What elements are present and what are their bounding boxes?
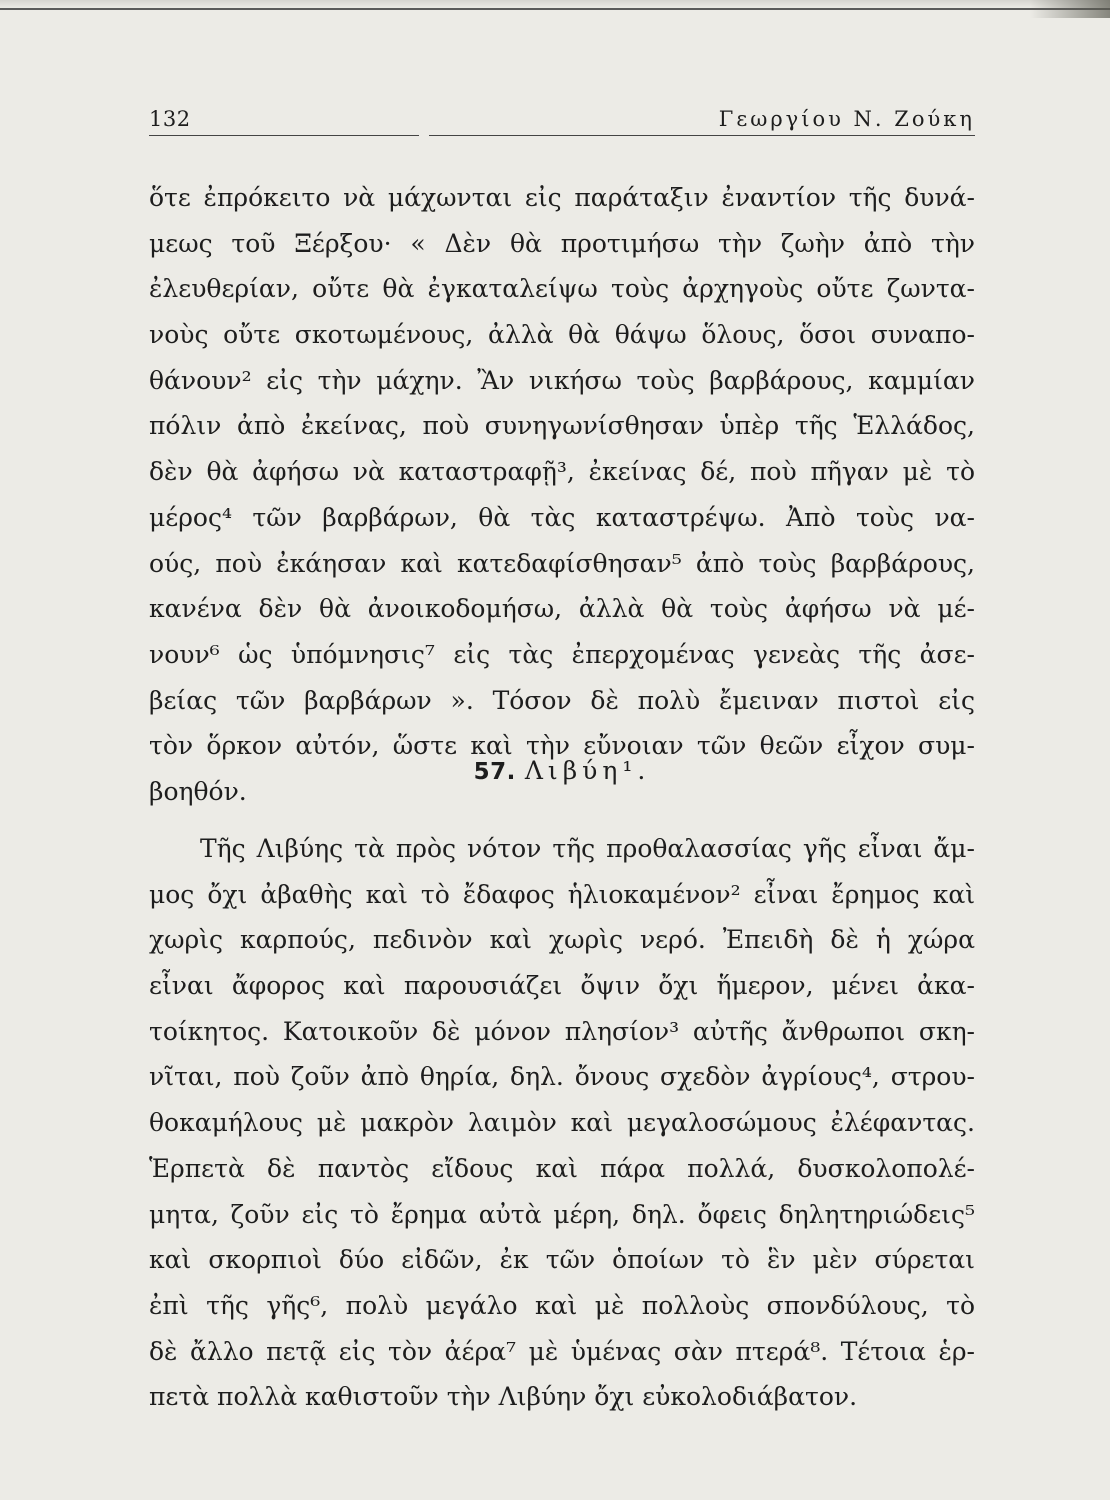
section-heading [149,746,975,797]
text-line: μητα, ζοῦν εἰς τὸ ἔρημα αὐτὰ μέρη, δηλ. ὄφεις δηλητηριώδεις⁵ [149,1199,975,1229]
text-line: χωρὶς καρπούς, πεδινὸν καὶ χωρὶς νερό. Ἐπειδὴ δὲ ἡ χώρα [149,925,975,955]
text-line: τοίκητος. Κατοικοῦν δὲ μόνον πλησίον³ αὐτῆς ἄνθρωποι σκη- [149,1016,975,1046]
text-line: τὸν ὅρκον αὐτόν, ὥστε καὶ τὴν εὔνοιαν τῶν θεῶν εἶχον συμ- [149,731,975,761]
text-line: μος ὄχι ἀβαθὴς καὶ τὸ ἔδαφος ἡλιοκαμένον² εἶναι ἔρημος καὶ [149,879,975,909]
text-line: Τῆς Λιβύης τὰ πρὸς νότον τῆς προθαλασσίας γῆς εἶναι ἄμ- [200,834,975,863]
text-line: ούς, ποὺ ἐκάησαν καὶ κατεδαφίσθησαν⁵ ἀπὸ τοὺς βαρβάρους, [149,548,975,578]
text-line: μεως τοῦ Ξέρξου· « Δὲν θὰ προτιμήσω τὴν ζωὴν ἀπὸ τὴν [149,228,975,258]
section-number: 57. [473,759,516,785]
running-title: Γεωργίου Ν. Ζούκη [718,107,975,131]
text-line: πόλιν ἀπὸ ἐκείνας, ποὺ συνηγωνίσθησαν ὑπὲρ τῆς Ἑλλάδος, [149,411,975,441]
text-line: καὶ σκορπιοὶ δύο εἰδῶν, ἐκ τῶν ὁποίων τὸ ἓν μὲν σύρεται [149,1245,975,1275]
text-line: θάνουν² εἰς τὴν μάχην. Ἂν νικήσω τοὺς βαρβάρους, καμμίαν [149,365,975,395]
text-line: ὅτε ἐπρόκειτο νὰ μάχωνται εἰς παράταξιν ἐναντίον τῆς δυνά- [149,183,975,212]
header-rule-right [429,135,975,136]
text-line: κανένα δὲν θὰ ἀνοικοδομήσω, ἀλλὰ θὰ τοὺς ἀφήσω νὰ μέ- [149,594,975,624]
text-line: νῖται, ποὺ ζοῦν ἀπὸ θηρία, δηλ. ὄνους σχεδὸν ἀγρίους⁴, στρου- [149,1062,975,1092]
text-line: νοὺς οὔτε σκοτωμένους, ἀλλὰ θὰ θάψω ὅλους, ὅσοι συναπο- [149,320,975,350]
text-line: νουν⁶ ὡς ὑπόμνησις⁷ εἰς τὰς ἐπερχομένας γενεὰς τῆς ἀσε- [149,639,975,669]
text-line: βείας τῶν βαρβάρων ». Τόσον δὲ πολὺ ἔμειναν πιστοὶ εἰς [149,685,975,715]
text-line: πετὰ πολλὰ καθιστοῦν τὴν Λιβύην ὄχι εὐκολοδιάβατον. [149,1382,858,1412]
text-line: Ἑρπετὰ δὲ παντὸς εἴδους καὶ πάρα πολλά, δυσκολοπολέ- [149,1153,975,1183]
page-number: 132 [149,107,191,131]
page-top-shadow [0,0,1110,8]
text-line: βοηθόν. [149,776,247,806]
header-rule-left [149,135,419,136]
text-line: θοκαμήλους μὲ μακρὸν λαιμὸν καὶ μεγαλοσώμους ἐλέφαντας. [149,1108,975,1138]
paragraph-2 [149,826,975,1420]
running-header [149,104,975,140]
text-line: ἐλευθερίαν, οὔτε θὰ ἐγκαταλείψω τοὺς ἀρχηγοὺς οὔτε ζωντα- [149,274,975,304]
text-line: εἶναι ἄφορος καὶ παρουσιάζει ὄψιν ὄχι ἥμερον, μένει ἀκα- [149,971,975,1001]
text-line: ἐπὶ τῆς γῆς⁶, πολὺ μεγάλο καὶ μὲ πολλοὺς σπονδύλους, τὸ [149,1290,975,1320]
page-top-edge [0,8,1110,10]
text-line: δὲν θὰ ἀφήσω νὰ καταστραφῇ³, ἐκείνας δέ, ποὺ πῆγαν μὲ τὸ [149,457,975,487]
paragraph-1 [149,175,975,815]
text-line: μέρος⁴ τῶν βαρβάρων, θὰ τὰς καταστρέψω. Ἀπὸ τοὺς να- [149,502,975,532]
section-title: Λιβύη¹. [524,756,651,785]
page-corner-shadow [1030,0,1110,18]
text-line: δὲ ἄλλο πετᾷ εἰς τὸν ἀέρα⁷ μὲ ὑμένας σὰν πτερά⁸. Τέτοια ἑρ- [149,1336,975,1366]
